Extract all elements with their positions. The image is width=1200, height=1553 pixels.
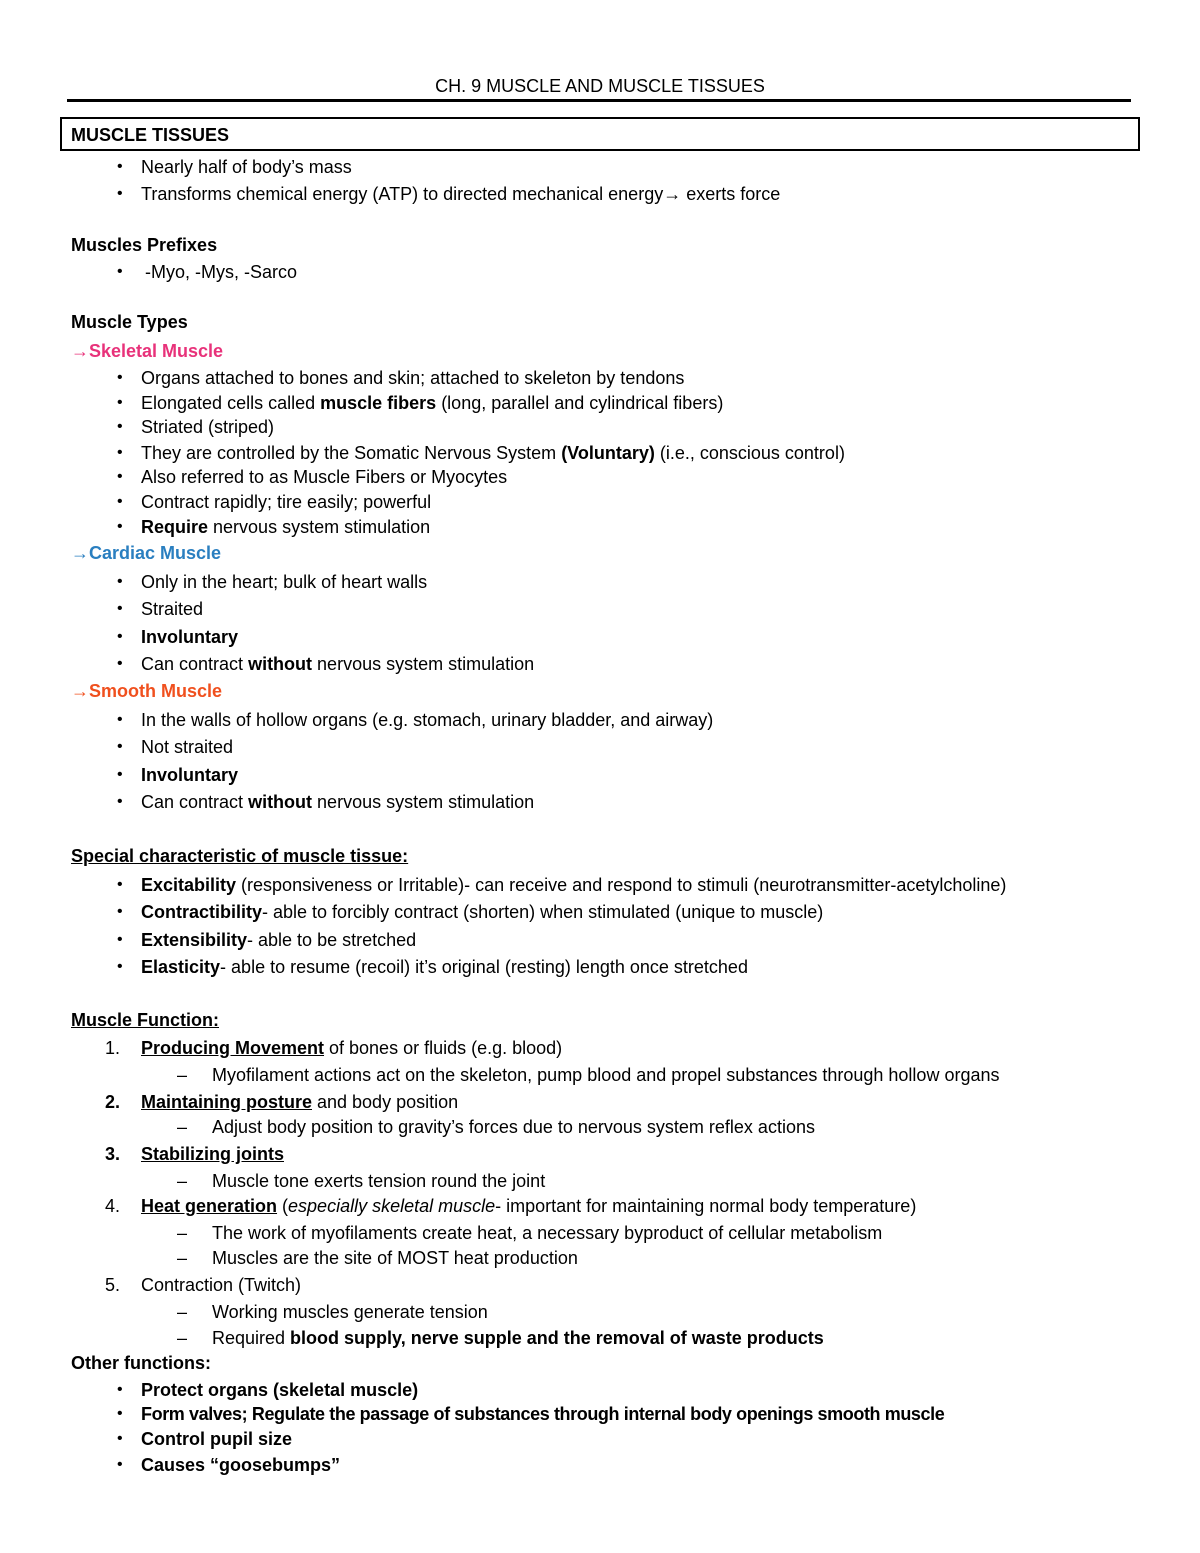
sub-list-item: Muscles are the site of MOST heat production [212,1248,578,1268]
section-box-label: MUSCLE TISSUES [71,125,230,145]
bullet-icon: • [117,1381,123,1398]
list-item: Protect organs (skeletal muscle) [141,1380,419,1400]
list-item: Contraction (Twitch) [141,1275,302,1295]
list-item: Stabilizing joints [141,1144,284,1164]
dash-icon: – [177,1302,188,1322]
list-number: 1. [105,1038,121,1058]
sub-list-item: Adjust body position to gravity’s forces due to nervous system reflex actions [212,1117,815,1137]
bullet-icon: • [117,493,123,510]
bullet-icon: • [117,263,123,280]
dash-icon: – [177,1248,188,1268]
sub-list-item: Muscle tone exerts tension round the joint [212,1171,546,1191]
bullet-icon: • [117,444,123,461]
list-item: Elasticity- able to resume (recoil) it’s original (resting) length once stretched [141,957,748,977]
list-item: Not straited [141,737,234,757]
bullet-icon: • [117,573,123,590]
bullet-icon: • [117,738,123,755]
list-number: 3. [105,1144,121,1164]
list-item: Only in the heart; bulk of heart walls [141,572,428,592]
list-item: Transforms chemical energy (ATP) to directed mechanical energy→ exerts force [141,184,781,204]
heading-other-functions: Other functions: [71,1353,211,1373]
bullet-icon: • [117,468,123,485]
list-item: Contractibility- able to forcibly contract (shorten) when stimulated (unique to muscle) [141,902,824,922]
list-item: Involuntary [141,627,239,647]
heading-muscle-types: Muscle Types [71,312,188,332]
title-underline [67,99,1131,102]
list-item: Excitability (responsiveness or Irritable)- can receive and respond to stimuli (neurotransmitter-acetylcholine) [141,875,1007,895]
sub-list-item: Working muscles generate tension [212,1302,488,1322]
subheading-smooth-muscle: →Smooth Muscle [71,681,223,701]
bullet-icon: • [117,903,123,920]
list-item: Form valves; Regulate the passage of substances through internal body openings smooth muscle [141,1404,945,1424]
list-number: 2. [105,1092,121,1112]
bullet-icon: • [117,518,123,535]
bullet-icon: • [117,394,123,411]
bullet-icon: • [117,1405,123,1422]
bullet-icon: • [117,711,123,728]
bullet-icon: • [117,158,123,175]
list-item: Nearly half of body’s mass [141,157,352,177]
list-item: Organs attached to bones and skin; attached to skeleton by tendons [141,368,685,388]
list-item: -Myo, -Mys, -Sarco [145,262,298,282]
sub-list-item: Required blood supply, nerve supple and the removal of waste products [212,1328,824,1348]
bullet-icon: • [117,655,123,672]
list-item: They are controlled by the Somatic Nervous System (Voluntary) (i.e., conscious control) [141,443,845,463]
bullet-icon: • [117,931,123,948]
bullet-icon: • [117,793,123,810]
list-item: Straited [141,599,204,619]
list-item: Maintaining posture and body position [141,1092,459,1112]
heading-special-characteristics: Special characteristic of muscle tissue: [71,846,409,866]
dash-icon: – [177,1117,188,1137]
bullet-icon: • [117,369,123,386]
list-number: 5. [105,1275,121,1295]
list-item: Can contract without nervous system stimulation [141,792,535,812]
bullet-icon: • [117,1456,123,1473]
list-item: Contract rapidly; tire easily; powerful [141,492,432,512]
dash-icon: – [177,1065,188,1085]
arrow-right-icon: → [71,681,89,701]
heading-muscle-function: Muscle Function: [71,1010,219,1030]
list-item: In the walls of hollow organs (e.g. stomach, urinary bladder, and airway) [141,710,714,730]
heading-prefixes: Muscles Prefixes [71,235,218,255]
bullet-icon: • [117,958,123,975]
sub-list-item: The work of myofilaments create heat, a necessary byproduct of cellular metabolism [212,1223,883,1243]
list-item: Striated (striped) [141,417,275,437]
dash-icon: – [177,1328,188,1348]
list-item: Producing Movement of bones or fluids (e.g. blood) [141,1038,563,1058]
list-item: Heat generation (especially skeletal muscle- important for maintaining normal body temperature) [141,1196,917,1216]
list-item: Require nervous system stimulation [141,517,431,537]
sub-list-item: Myofilament actions act on the skeleton, pump blood and propel substances through hollow organs [212,1065,1000,1085]
list-item: Also referred to as Muscle Fibers or Myocytes [141,467,508,487]
bullet-icon: • [117,628,123,645]
dash-icon: – [177,1171,188,1191]
subheading-skeletal-muscle: →Skeletal Muscle [71,341,224,361]
bullet-icon: • [117,1430,123,1447]
arrow-right-icon: → [71,543,89,563]
list-item: Involuntary [141,765,239,785]
bullet-icon: • [117,876,123,893]
bullet-icon: • [117,766,123,783]
bullet-icon: • [117,418,123,435]
list-item: Can contract without nervous system stimulation [141,654,535,674]
subheading-cardiac-muscle: →Cardiac Muscle [71,543,222,563]
bullet-icon: • [117,185,123,202]
dash-icon: – [177,1223,188,1243]
list-item: Extensibility- able to be stretched [141,930,417,950]
section-box-muscle-tissues [60,117,1140,151]
bullet-icon: • [117,600,123,617]
list-item: Causes “goosebumps” [141,1455,341,1475]
list-item: Elongated cells called muscle fibers (long, parallel and cylindrical fibers) [141,393,724,413]
arrow-right-icon: → [71,341,89,361]
page-title: CH. 9 MUSCLE AND MUSCLE TISSUES [435,76,765,96]
list-number: 4. [105,1196,121,1216]
list-item: Control pupil size [141,1429,292,1449]
